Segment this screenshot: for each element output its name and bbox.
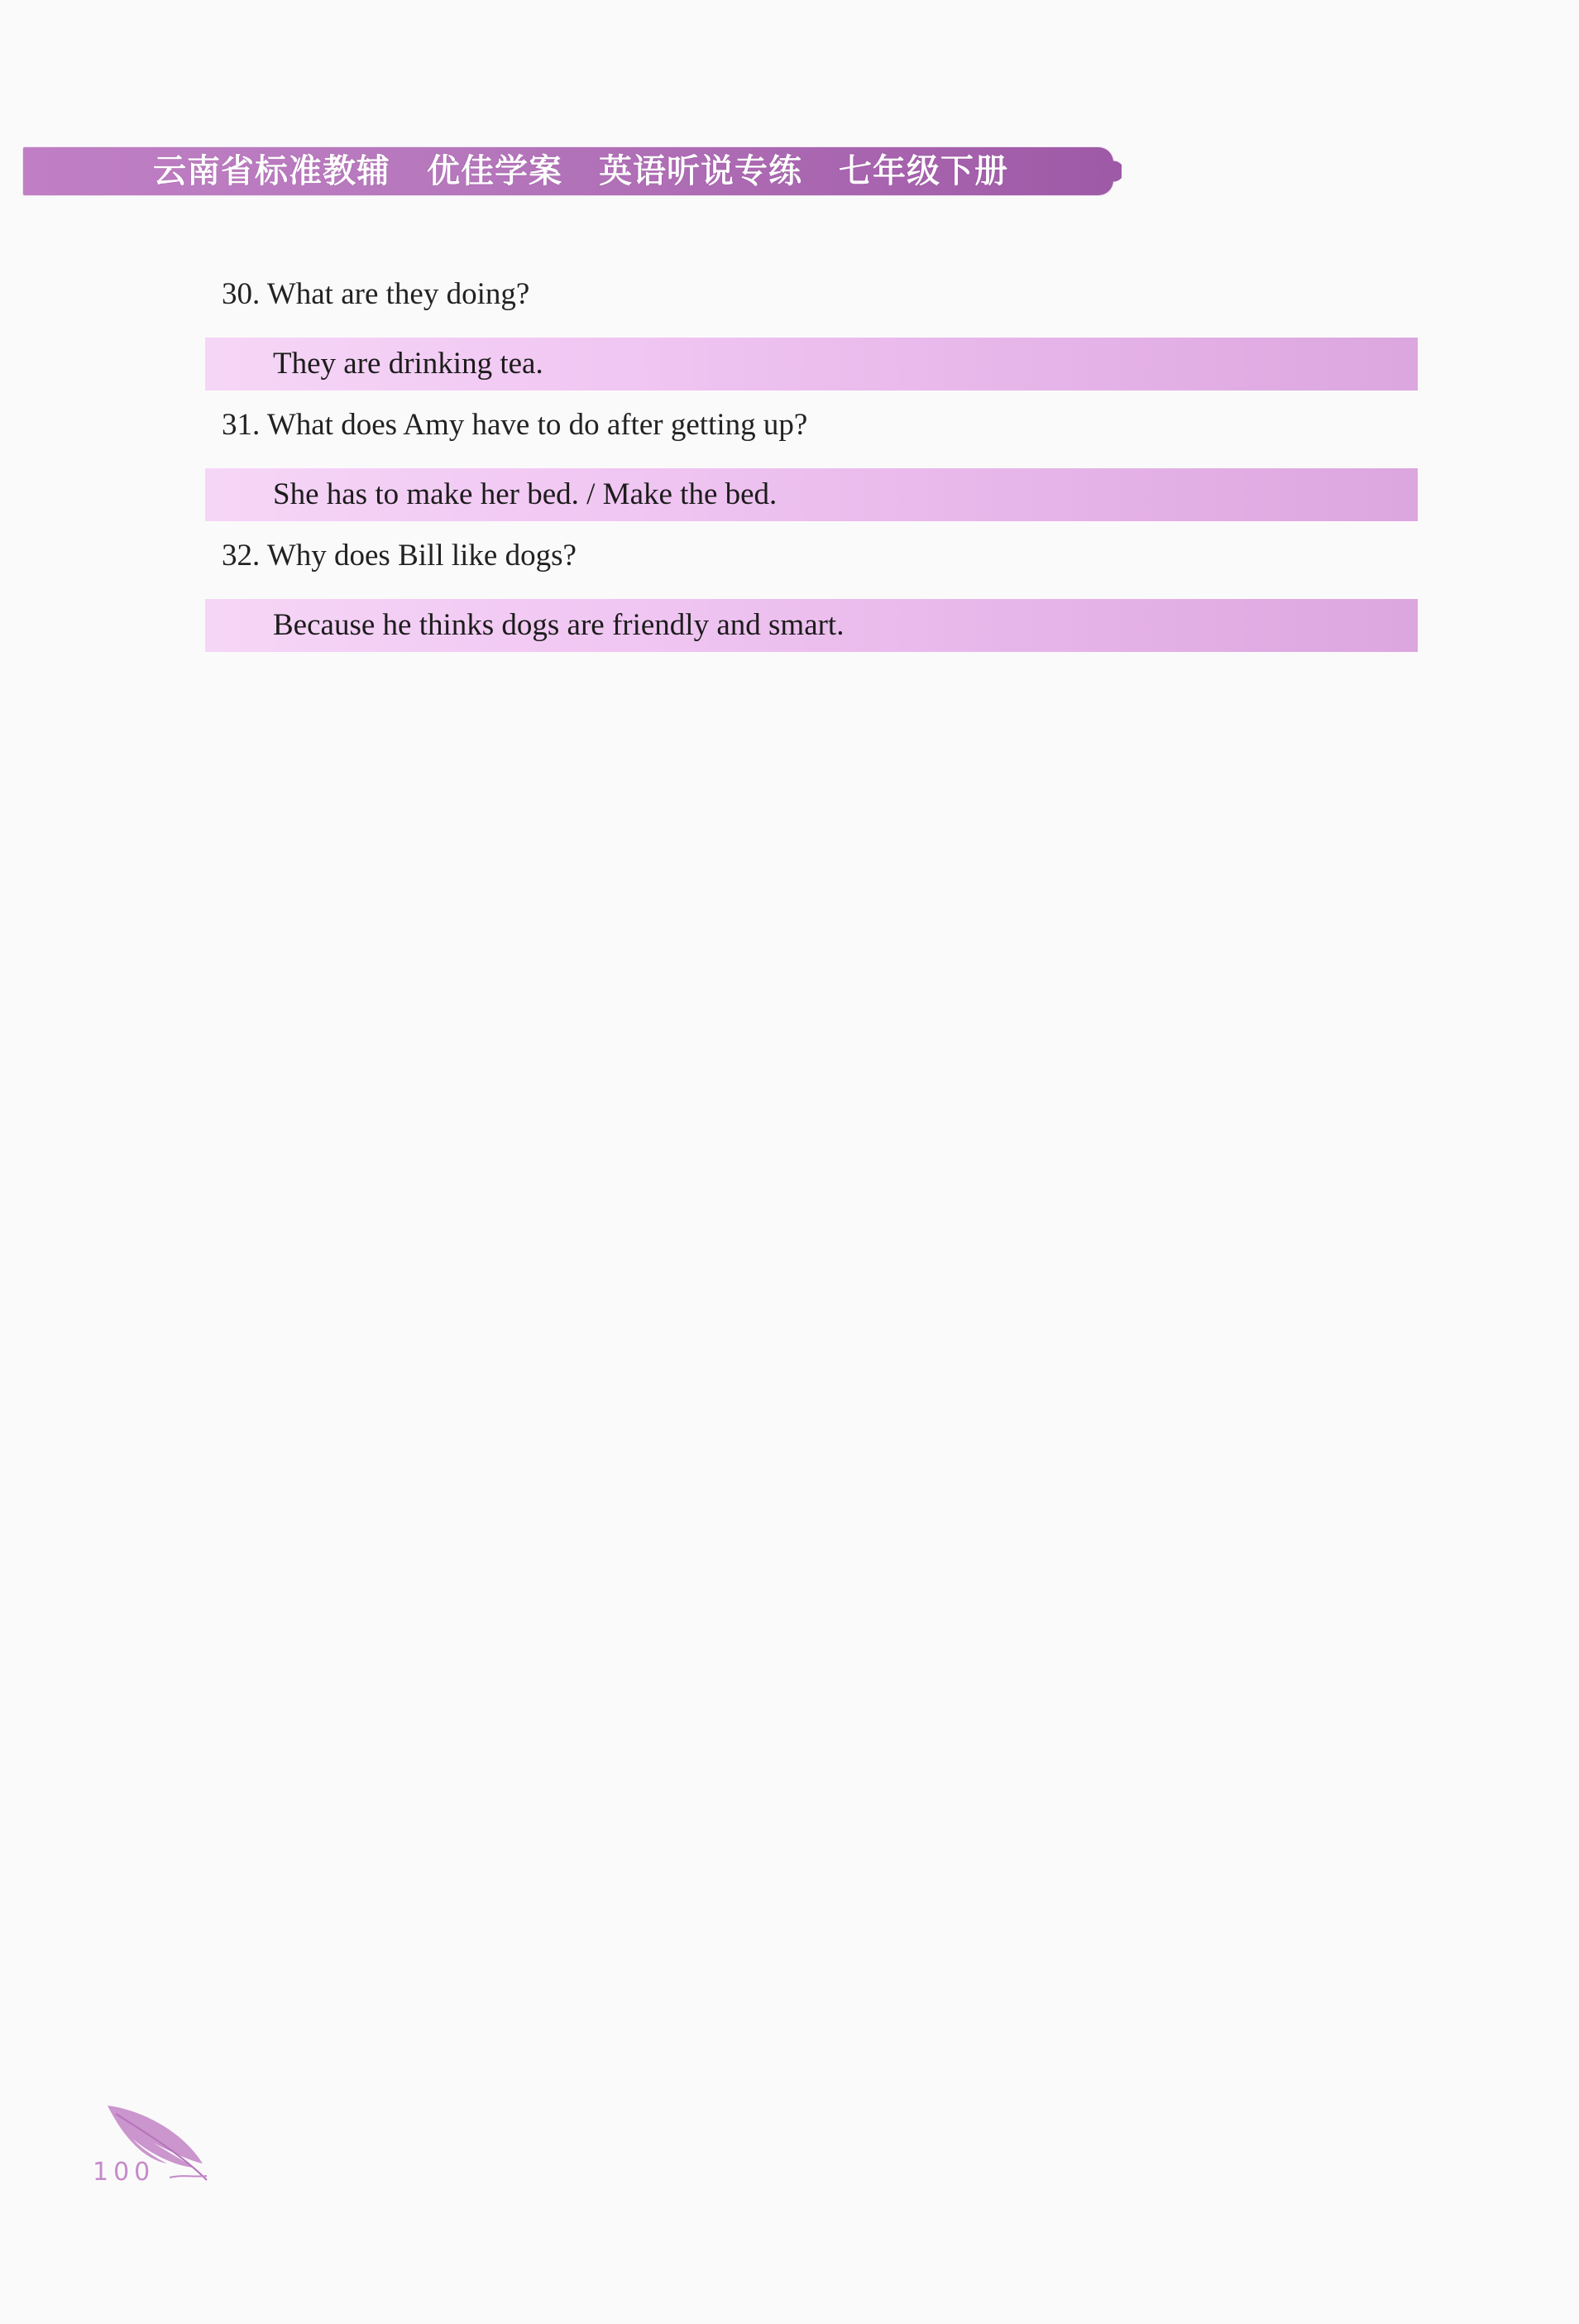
answer-band-30 bbox=[205, 338, 1418, 391]
series-name: 云南省标准教辅 bbox=[153, 152, 390, 190]
subject-name: 英语听说专练 bbox=[599, 152, 802, 190]
brand-name: 优佳学案 bbox=[427, 152, 562, 190]
book-title bbox=[153, 147, 1045, 195]
answer-band-31 bbox=[205, 468, 1418, 521]
question-32: 32. Why does Bill like dogs? bbox=[222, 539, 577, 573]
grade-volume: 七年级下册 bbox=[839, 152, 1008, 190]
answer-32: Because he thinks dogs are friendly and smart. bbox=[273, 608, 845, 642]
question-30: 30. What are they doing? bbox=[222, 277, 530, 311]
answer-30: They are drinking tea. bbox=[273, 347, 543, 381]
page-number: 100 bbox=[93, 2158, 156, 2187]
answer-31: She has to make her bed. / Make the bed. bbox=[273, 477, 778, 511]
answer-band-32 bbox=[205, 599, 1418, 652]
question-31: 31. What does Amy have to do after getting up? bbox=[222, 408, 808, 442]
